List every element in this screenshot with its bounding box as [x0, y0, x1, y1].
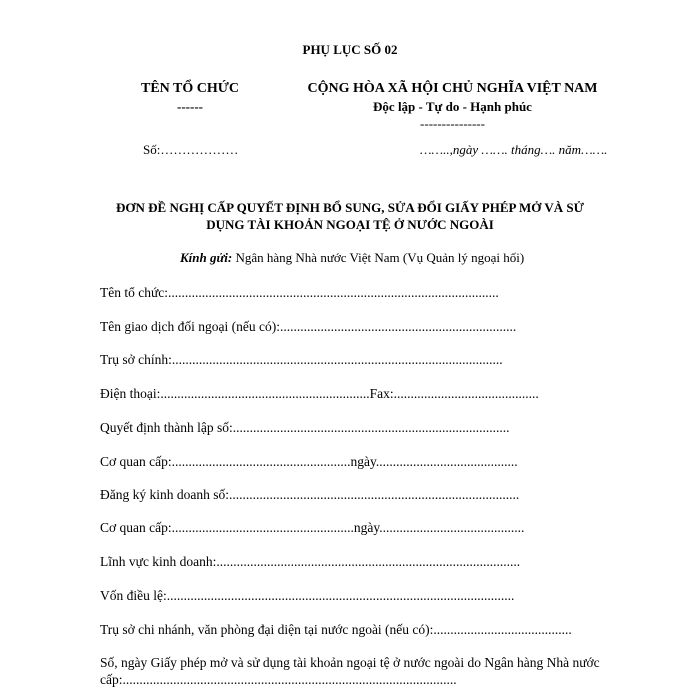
organization-name: TÊN TỔ CHỨC: [140, 81, 239, 96]
field-charter-capital: Vốn điều lệ:.......................................................................................................: [100, 588, 515, 603]
field-phone-fax: Điện thoại:..............................................................Fax:...........................................: [100, 386, 539, 401]
recipient-value: Ngân hàng Nhà nước Việt Nam (Vụ Quản lý ngoại hối): [232, 250, 525, 265]
document-title-line-1: ĐƠN ĐỀ NGHỊ CẤP QUYẾT ĐỊNH BỔ SUNG, SỬA ĐỔI GIẤY PHÉP MỞ VÀ SỬ: [116, 200, 584, 215]
field-issuing-agency-2: Cơ quan cấp:......................................................ngày...........................................: [100, 520, 525, 535]
field-organization-name: Tên tổ chức:..................................................................................................: [100, 285, 499, 300]
recipient-line: [180, 250, 524, 266]
field-head-office: Trụ sở chính:..................................................................................................: [100, 352, 503, 367]
organization-underline: ------: [177, 99, 203, 114]
appendix-label: PHỤ LỤC SỐ 02: [302, 42, 398, 57]
field-business-sector: Lĩnh vực kinh doanh:..........................................................................................: [100, 554, 521, 569]
field-business-registration: Đăng ký kinh doanh số:......................................................................................: [100, 487, 520, 502]
field-license-number-date: Số, ngày Giấy phép mở và sử dụng tài khoản ngoại tệ ở nước ngoài do Ngân hàng Nhà nước: [100, 655, 600, 670]
field-establishment-decision: Quyết định thành lập số:..................................................................................: [100, 420, 510, 435]
field-foreign-branch-office: Trụ sở chi nhánh, văn phòng đại diện tại nước ngoài (nếu có):.........................................: [100, 622, 572, 637]
field-issuing-agency-1: Cơ quan cấp:.....................................................ngày..........................................: [100, 454, 518, 469]
state-title: CỘNG HÒA XÃ HỘI CHỦ NGHĨA VIỆT NAM: [307, 81, 598, 96]
field-license-issuer: cấp:...................................................................................................: [100, 672, 457, 687]
field-foreign-trade-name: Tên giao dịch đối ngoại (nếu có):......................................................................: [100, 319, 517, 334]
state-underline: ---------------: [420, 116, 485, 131]
state-motto: Độc lập - Tự do - Hạnh phúc: [373, 99, 532, 114]
recipient-label: Kính gửi:: [180, 250, 233, 265]
document-title-line-2: DỤNG TÀI KHOẢN NGOẠI TỆ Ở NƯỚC NGOÀI: [206, 217, 494, 232]
document-date: ……..,ngày ……. tháng…. năm…….: [420, 142, 608, 157]
document-number: Số:………………: [143, 142, 239, 157]
